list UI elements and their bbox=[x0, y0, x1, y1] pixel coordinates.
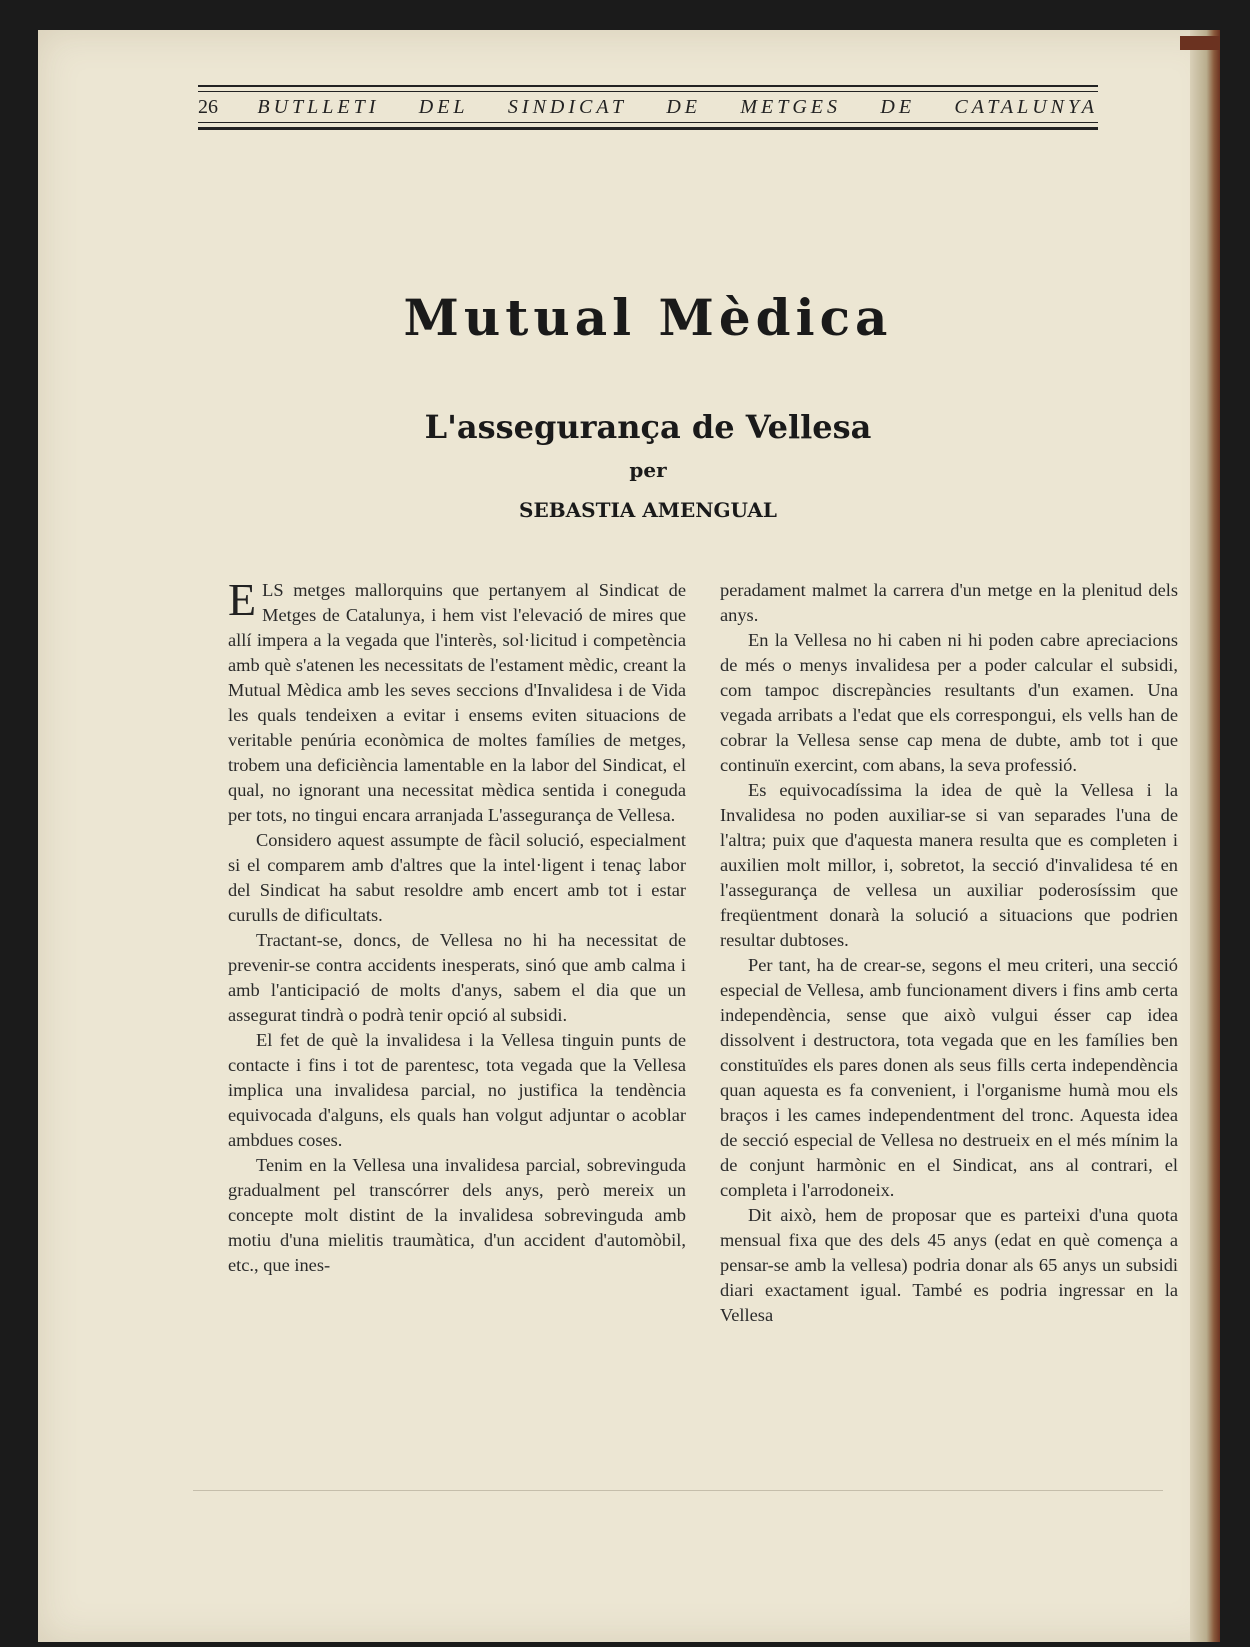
running-word: BUTLLETI bbox=[257, 95, 380, 118]
left-column bbox=[228, 574, 686, 1278]
paragraph: Es equivocadíssima la idea de què la Vellesa i la Invalidesa no poden auxiliar-se si van separades l'una de l'altra; puix que d'aquesta manera resulta que es completen i auxilien molt millor, i, sobretot, la secció d'invalidesa té en l'assegurança de vellesa un auxiliar poderosíssim que freqüentment donarà la solució a situacions que podrien resultar dubtoses. bbox=[720, 780, 1178, 950]
author-name: SEBASTIA AMENGUAL bbox=[519, 498, 777, 522]
paragraph: Considero aquest assumpte de fàcil solució, especialment si el comparem amb d'altres que la intel·ligent i tenaç labor del Sindicat ha sabut resoldre amb encert amb tot i estar curulls de dificultats. bbox=[228, 830, 686, 925]
article-subtitle: L'assegurança de Vellesa bbox=[424, 408, 872, 446]
book-spine bbox=[1190, 30, 1220, 1642]
binding-edge bbox=[1180, 36, 1220, 50]
running-header bbox=[198, 80, 1098, 136]
drop-cap: E bbox=[228, 574, 257, 625]
paragraph: Per tant, ha de crear-se, segons el meu criteri, una secció especial de Vellesa, amb funcionament divers i fins amb certa independència, sense que això vulgui ésser cap idea dissolvent i destructora, tota vegada que en les famílies ben constituïdes els pares donen als seus fills certa independència quan aquesta es fa convenient, i l'organisme humà mou els braços i les cames independentment del tronc. Aquesta idea de secció especial de Vellesa no destrueix en el més mínim la de conjunt harmònic en el Sindicat, ans al contrari, el completa i l'arrodoneix. bbox=[720, 955, 1178, 1200]
article-title: Mutual Mèdica bbox=[403, 288, 893, 347]
page bbox=[38, 30, 1220, 1642]
running-word: SINDICAT bbox=[507, 95, 627, 118]
header-rule bbox=[198, 85, 1098, 87]
header-rule bbox=[198, 122, 1098, 123]
paragraph bbox=[228, 574, 686, 828]
paragraph: En la Vellesa no hi caben ni hi poden cabre apreciacions de més o menys invalidesa per a poder calcular el subsidi, com tampoc discrepàncies resultants d'un examen. Una vegada arribats a l'edat que els correspongui, els vells han de cobrar la Vellesa sense cap mena de dubte, amb tot i que continuïn exercint, com abans, la seva professió. bbox=[720, 630, 1178, 775]
paragraph: El fet de què la invalidesa i la Vellesa tinguin punts de contacte i fins i tot de parentesc, tota vegada que la Vellesa implica una invalidesa parcial, no justifica la tendència equivocada d'alguns, els quals han volgut adjuntar o acoblar ambdues coses. bbox=[228, 1030, 686, 1150]
bottom-rule bbox=[193, 1490, 1163, 1491]
first-word: LS bbox=[262, 580, 284, 600]
page-number: 26 bbox=[198, 95, 218, 118]
paragraph: peradament malmet la carrera d'un metge en la plenitud dels anys. bbox=[720, 580, 1178, 625]
header-rule bbox=[198, 127, 1098, 130]
header-rule bbox=[198, 91, 1098, 92]
running-word: DE bbox=[880, 95, 916, 118]
paragraph: Tractant-se, doncs, de Vellesa no hi ha necessitat de prevenir-se contra accidents inesperats, sinó que amb calma i amb l'anticipació de molts d'anys, sabem el dia que un assegurat tindrà o podrà tenir opció al subsidi. bbox=[228, 930, 686, 1025]
running-word: DE bbox=[666, 95, 701, 118]
byline-per: per bbox=[629, 458, 667, 482]
right-column bbox=[720, 578, 1178, 1328]
paragraph: Dit això, hem de proposar que es parteixi d'una quota mensual fixa que des dels 45 anys (edat en què comença a pensar-se amb la vellesa) podria donar als 65 anys un subsidi diari exactament igual. També es podria ingressar en la Vellesa bbox=[720, 1205, 1178, 1325]
running-title bbox=[198, 94, 1098, 120]
paragraph: Tenim en la Vellesa una invalidesa parcial, sobrevinguda gradualment pel transcórrer dels anys, però mereix un concepte molt distint de la invalidesa sobrevinguda amb motiu d'una mielitis traumàtica, d'un accident d'automòbil, etc., que ines- bbox=[228, 1155, 686, 1275]
paragraph-text: metges mallorquins que pertanyem al Sindicat de Metges de Catalunya, i hem vist l'elevació de mires que allí impera a la vegada que l'interès, sol·licitud i competència amb què s'atenen les necessitats de l'estament mèdic, creant la Mutual Mèdica amb les seves seccions d'Invalidesa i de Vida les quals tendeixen a evitar i ensems eviten situacions de veritable penúria econòmica de moltes famílies de metges, trobem una deficiència lamentable en la labor del Sindicat, el qual, no ignorant una necessitat mèdica sentida i coneguda per tots, no tingui encara arranjada L'assegurança de Vellesa. bbox=[228, 580, 686, 825]
running-word: CATALUNYA bbox=[954, 95, 1098, 118]
running-word: DEL bbox=[418, 95, 469, 118]
running-word: METGES bbox=[740, 95, 842, 118]
